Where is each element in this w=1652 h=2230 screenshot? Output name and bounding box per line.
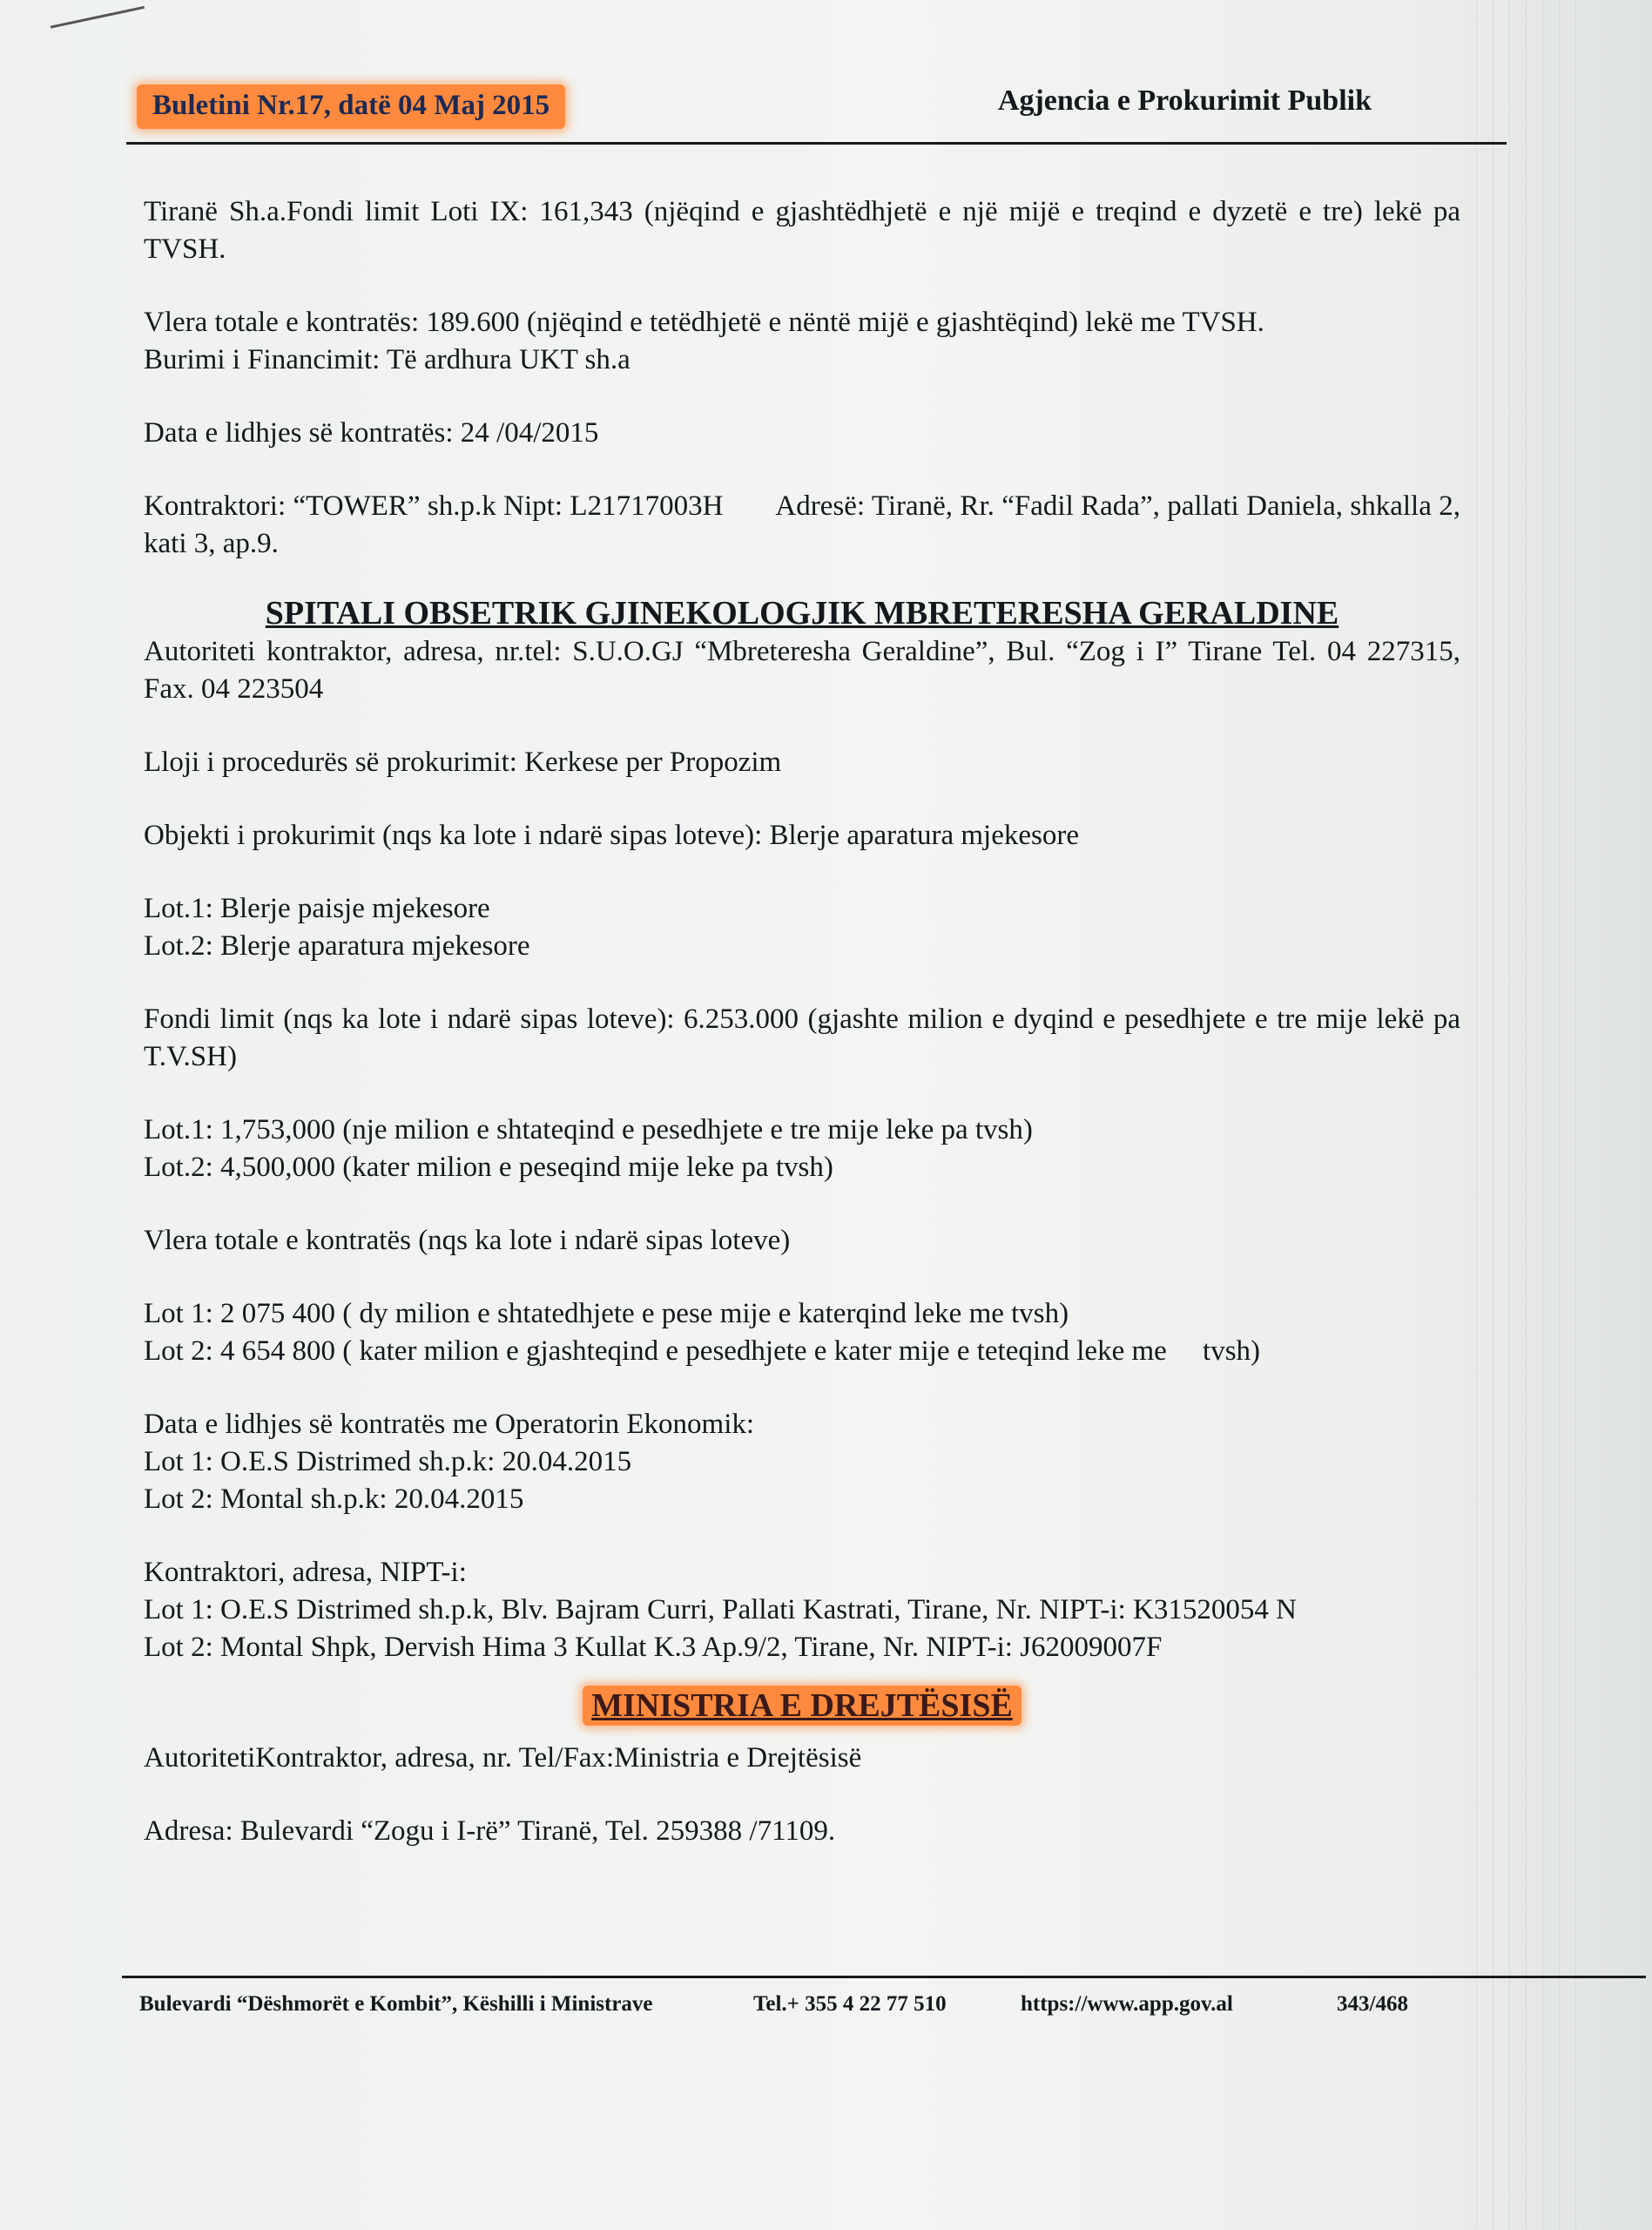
contractors-title: Kontraktori, adresa, NIPT-i: [144,1557,467,1588]
page-footer [122,1976,1646,2016]
footer-url: https://www.app.gov.al [1021,1992,1233,2016]
lot2-description: Lot.2: Blerje aparatura mjekesore [144,930,530,962]
document-body [144,193,1460,1886]
paper-edge-lines [1460,0,1591,2230]
contract-dates [144,1406,1460,1518]
agency-name: Agjencia e Prokurimit Publik [997,84,1372,117]
ministry-address: Adresa: Bulevardi “Zogu i I-rë” Tiranë, Tel. 259388 /71109. [144,1815,836,1847]
fund-lot1: Lot.1: 1,753,000 (nje milion e shtateqind e pesedhjete e tre mije leke pa tvsh) [144,1114,1033,1145]
ministry-section [144,1684,1460,1850]
contract-value-paragraph [144,304,1460,379]
section-title-ministry [144,1684,1460,1727]
contract-value: Vlera totale e kontratës: 189.600 (njëqind e tetëdhjetë e nëntë mijë e gjashtëqind) lekë me TVSH. [144,307,1264,338]
contract-date-lot1: Lot 1: O.E.S Distrimed sh.p.k: 20.04.2015 [144,1446,632,1477]
footer-phone: Tel.+ 355 4 22 77 510 [753,1992,947,2016]
contractors-block [144,1554,1460,1666]
section-title-hospital: SPITALI OBSETRIK GJINEKOLOGJIK MBRETERESHA GERALDINE [265,595,1339,632]
lots-list [144,890,1460,965]
contractor-lot2: Lot 2: Montal Shpk, Dervish Hima 3 Kullat K.3 Ap.9/2, Tirane, Nr. NIPT-i: J62009007F [144,1632,1163,1663]
lot1-description: Lot.1: Blerje paisje mjekesore [144,893,490,924]
value-lot1: Lot 1: 2 075 400 ( dy milion e shtatedhjete e pese mije e katerqind leke me tvsh) [144,1298,1069,1329]
contract-date: Data e lidhjes së kontratës: 24 /04/2015 [144,417,599,449]
contractor-address: Adresë: Tiranë, Rr. “Fadil Rada”, pallati Daniela, shkalla 2, kati 3, ap.9. [144,490,1460,559]
contractor-paragraph [144,488,1460,563]
fund-lots [144,1112,1460,1186]
page-number: 343/468 [1337,1992,1408,2016]
procurement-object: Objekti i prokurimit (nqs ka lote i ndarë sipas loteve): Blerje aparatura mjekesore [144,820,1079,851]
pen-mark [45,0,145,29]
contract-value-lots [144,1295,1460,1370]
ministry-title-text: MINISTRIA E DREJTËSISË [583,1686,1022,1726]
authority-paragraph: Autoriteti kontraktor, adresa, nr.tel: S.U.O.GJ “Mbreteresha Geraldine”, Bul. “Zog i I” Tirane Tel. 04 227315, Fax. 04 223504 [144,636,1460,705]
contract-date-title: Data e lidhjes së kontratës me Operatorin Ekonomik: [144,1409,755,1440]
bulletin-title: Buletini Nr.17, datë 04 Maj 2015 [137,84,565,129]
fund-limit-total: Fondi limit (nqs ka lote i ndarë sipas loteve): 6.253.000 (gjashte milion e dyqind e pesedhjete e tre mije lekë pa T.V.SH) [144,1004,1460,1072]
contractor-name: Kontraktori: “TOWER” sh.p.k Nipt: L21717003H [144,490,724,522]
footer-address: Bulevardi “Dëshmorët e Kombit”, Këshilli i Ministrave [139,1992,653,2016]
contract-date-lot2: Lot 2: Montal sh.p.k: 20.04.2015 [144,1483,524,1515]
contractor-lot1: Lot 1: O.E.S Distrimed sh.p.k, Blv. Bajram Curri, Pallati Kastrati, Tirane, Nr. NIPT-i: K31520054 N [144,1594,1297,1625]
value-lot2: Lot 2: 4 654 800 ( kater milion e gjashteqind e pesedhjete e kater mije e teteqind leke me tvsh) [144,1335,1261,1367]
financing-source: Burimi i Financimit: Të ardhura UKT sh.a [144,344,630,375]
hospital-section [144,593,1460,1666]
contract-value-title: Vlera totale e kontratës (nqs ka lote i ndarë sipas loteve) [144,1225,791,1256]
fund-lot2: Lot.2: 4,500,000 (kater milion e peseqind mije leke pa tvsh) [144,1152,833,1183]
fund-limit-paragraph: Tiranë Sh.a.Fondi limit Loti IX: 161,343 (njëqind e gjashtëdhjetë e një mijë e treqind e dyzetë e tre) lekë pa TVSH. [144,196,1460,265]
ministry-authority: AutoritetiKontraktor, adresa, nr. Tel/Fax:Ministria e Drejtësisë [144,1742,862,1774]
page-header [126,74,1507,145]
procedure-type: Lloji i procedurës së prokurimit: Kerkese per Propozim [144,747,782,778]
